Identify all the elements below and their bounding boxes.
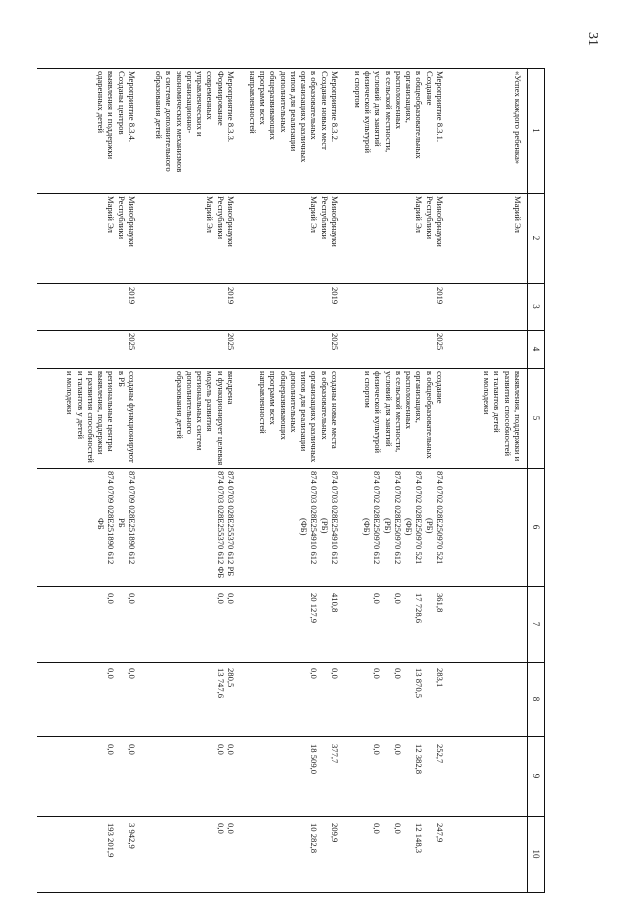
- value-col9: 0,0: [226, 744, 236, 755]
- end-year: 2025: [226, 333, 236, 351]
- budget-code-source: (РБ): [425, 518, 435, 534]
- value-col8: 0,0: [106, 668, 116, 679]
- continuation-executor: Марий Эл: [513, 196, 523, 233]
- value-col9: 0,0: [127, 744, 137, 755]
- budget-code-source: РБ: [117, 518, 127, 528]
- measure-8-3-1: Мероприятие 8.3.1. Создание в общеобразовательных организациях, расположенных в сельской местности, условий для занятий физической культурой и спортом: [352, 71, 445, 159]
- measure-8-3-4: Мероприятие 8.3.4. Созданы центров выявления и поддержки одаренных детей: [96, 71, 137, 160]
- value-col9: 252,7: [435, 744, 445, 764]
- value-col10: 12 148,3: [414, 823, 424, 854]
- budget-code-source: (РБ): [320, 518, 330, 534]
- continuation-result: выявления, поддержки и развития способностей и талантов детей и молодежи: [482, 371, 523, 462]
- value-col9: 0,0: [372, 744, 382, 755]
- table-top-rule: [544, 68, 545, 893]
- header-cell: 10: [531, 849, 541, 859]
- value-col10: 0,0: [226, 823, 236, 834]
- value-col7: 17 728,6: [414, 593, 424, 624]
- col-rule: [37, 68, 545, 69]
- continuation-project-name: «Успех каждого ребенка»: [513, 71, 523, 165]
- executor: Минобрнауки Республики Марий Эл: [106, 196, 137, 247]
- start-year: 2019: [435, 287, 445, 305]
- measure-8-3-3: Мероприятие 8.3.3. Формирование современных управленческих и организационно- экономических механизмов в системе дополнительного образования детей: [153, 71, 236, 173]
- value-col9: 0,0: [393, 744, 403, 755]
- budget-code: 874 0709 028E251890 612: [127, 471, 137, 565]
- value-col7: 0,0: [226, 593, 236, 604]
- page-number: 31: [585, 32, 600, 46]
- header-cell: 4: [531, 346, 541, 352]
- col-rule: [37, 193, 545, 194]
- executor: Минобрнауки Республики Марий Эл: [205, 196, 236, 247]
- budget-code-source: (ФБ): [299, 518, 309, 536]
- header-cell: 3: [531, 304, 541, 309]
- col-rule: [37, 736, 545, 737]
- value-col9: 0,0: [106, 744, 116, 755]
- budget-code-source: (ФБ): [362, 518, 372, 536]
- value-col7: 0,0: [393, 593, 403, 604]
- header-cell: 1: [531, 128, 541, 133]
- budget-code: 874 0703 028E255370 612 ФБ: [216, 471, 226, 579]
- value-col7: 0,0: [216, 593, 226, 604]
- header-cell: 6: [531, 524, 541, 530]
- executor: Минобрнауки Республики Марий Эл: [414, 196, 445, 247]
- budget-code: 874 0703 028E254910 612: [330, 471, 340, 565]
- budget-code: 874 0702 028E250970 521: [414, 471, 424, 565]
- value-col10: 0,0: [216, 823, 226, 834]
- value-col10: 0,0: [393, 823, 403, 834]
- result-text: созданы новые места в образовательных организациях различных типов для реализации дополнительных общеразвивающих программ всех направленностей: [257, 371, 340, 463]
- value-col7: 0,0: [372, 593, 382, 604]
- start-year: 2019: [226, 287, 236, 305]
- col-rule: [37, 892, 545, 893]
- value-col10: 247,9: [435, 823, 445, 843]
- budget-code: 874 0709 028E251890 612: [106, 471, 116, 565]
- header-cell: 7: [531, 621, 541, 627]
- header-cell: 9: [531, 773, 541, 779]
- col-rule: [37, 586, 545, 587]
- measure-8-3-2: Мероприятие 8.3.2. Создание новых мест в образовательных организациях различных типов для реализации дополнительных общеразвивающих программ всех направленностей: [247, 71, 340, 163]
- value-col7: 0,0: [127, 593, 137, 604]
- col-rule: [37, 330, 545, 331]
- executor: Минобрнауки Республики Марий Эл: [309, 196, 340, 247]
- col-rule: [37, 662, 545, 663]
- value-col8: 0,0: [309, 668, 319, 679]
- budget-code: 874 0702 028E250970 612: [372, 471, 382, 565]
- value-col9: 0,0: [216, 744, 226, 755]
- value-col7: 0,0: [106, 593, 116, 604]
- col-rule: [37, 468, 545, 469]
- value-col8: 0,0: [330, 668, 340, 679]
- value-col7: 361,8: [435, 593, 445, 613]
- value-col10: 0,0: [372, 823, 382, 834]
- value-col8: 280,5: [226, 668, 236, 688]
- value-col10: 209,9: [330, 823, 340, 843]
- result-text: создание в общеобразовательных организациях, расположенных в сельской местности, условий для занятий физической культурой и спортом: [362, 371, 445, 459]
- value-col8: 0,0: [372, 668, 382, 679]
- value-col9: 18 509,0: [309, 744, 319, 775]
- value-col8: 13 870,5: [414, 668, 424, 699]
- value-col8: 283,1: [435, 668, 445, 688]
- value-col8: 0,0: [393, 668, 403, 679]
- header-cell: 8: [531, 696, 541, 702]
- value-col8: 13 747,6: [216, 668, 226, 699]
- budget-code: 874 0702 028E250970 612: [393, 471, 403, 565]
- col-rule: [37, 283, 545, 284]
- value-col7: 410,8: [330, 593, 340, 613]
- end-year: 2025: [127, 333, 137, 351]
- result-text: созданы функционируют в РБ региональные центры выявления, поддержки и развития способностей и талантов у детей и молодежи: [65, 371, 137, 463]
- result-text: внедрена и функционирует целевая модель развития региональных систем дополнительного образования детей: [174, 371, 236, 466]
- budget-code-source: (ФБ): [404, 518, 414, 536]
- col-rule: [37, 368, 545, 369]
- value-col10: 3 942,9: [127, 823, 137, 849]
- start-year: 2019: [330, 287, 340, 305]
- value-col7: 20 127,9: [309, 593, 319, 624]
- budget-code-source: ФБ: [96, 518, 106, 530]
- start-year: 2019: [127, 287, 137, 305]
- end-year: 2025: [330, 333, 340, 351]
- header-cell: 5: [531, 415, 541, 421]
- budget-table: [37, 68, 545, 893]
- value-col8: 0,0: [127, 668, 137, 679]
- value-col10: 10 282,8: [309, 823, 319, 854]
- budget-code-source: (РБ): [383, 518, 393, 534]
- header-cell: 2: [531, 235, 541, 241]
- value-col9: 12 382,8: [414, 744, 424, 775]
- col-rule: [37, 816, 545, 817]
- budget-code: 874 0703 028E254910 612: [309, 471, 319, 565]
- end-year: 2025: [435, 333, 445, 351]
- value-col9: 377,7: [330, 744, 340, 764]
- budget-code: 874 0703 028E255370 612 РБ: [226, 471, 236, 577]
- budget-code: 874 0702 028E250970 521: [435, 471, 445, 565]
- value-col10: 193 201,9: [106, 823, 116, 858]
